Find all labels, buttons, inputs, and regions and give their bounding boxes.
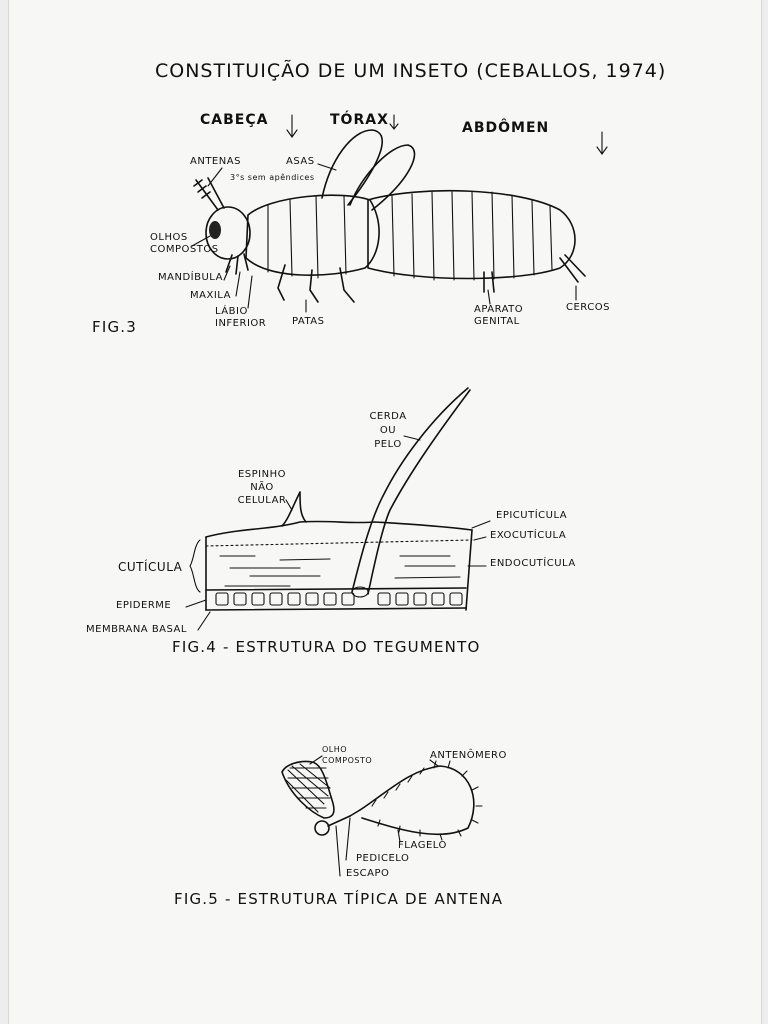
- fig5-caption: FIG.5 - ESTRUTURA TÍPICA DE ANTENA: [174, 890, 504, 908]
- wing-hind: [350, 145, 415, 210]
- label-basal-membrane: MEMBRANA BASAL: [86, 624, 187, 635]
- scape: [328, 816, 350, 826]
- label-compound-eye: OLHO COMPOSTO: [322, 745, 373, 765]
- label-wings: ASAS: [286, 156, 315, 167]
- fig3-caption: FIG.3: [92, 318, 137, 336]
- label-scape: ESCAPO: [346, 868, 390, 879]
- label-spine: ESPINHO NÃO CELULAR: [237, 469, 287, 506]
- label-genital: APARATO GENITAL: [474, 304, 524, 327]
- compound-eye-mark: [209, 221, 221, 239]
- label-legs: PATAS: [292, 316, 325, 327]
- cuticle-bracket: [190, 540, 200, 592]
- fig3-arrows: [192, 115, 607, 312]
- label-mandible: MANDÍBULA: [158, 272, 223, 283]
- region-thorax-label: TÓRAX: [330, 112, 389, 128]
- label-endocuticle: ENDOCUTÍCULA: [490, 558, 576, 569]
- scape-base: [315, 821, 329, 835]
- epidermis-cells: [216, 593, 462, 605]
- region-head-label: CABEÇA: [200, 112, 269, 128]
- fig4-caption: FIG.4 - ESTRUTURA DO TEGUMENTO: [172, 638, 481, 656]
- insect-drawing: [194, 130, 585, 302]
- label-epidermis: EPIDERME: [116, 600, 172, 611]
- tegument-drawing: [190, 388, 472, 610]
- label-antennae: ANTENAS: [190, 156, 241, 167]
- label-compound-eyes: OLHOS COMPOSTOS: [150, 232, 219, 255]
- label-cerci: CERCOS: [566, 302, 610, 313]
- label-flagellum: FLAGELO: [398, 840, 447, 851]
- insect-thorax: [246, 195, 379, 275]
- pedicel: [350, 810, 360, 816]
- epicuticle-surface: [206, 521, 472, 537]
- antenna-drawing: [282, 761, 482, 840]
- label-cuticle: CUTÍCULA: [118, 560, 183, 574]
- label-maxilla: MAXILA: [190, 290, 231, 301]
- label-antennomere: ANTENÔMERO: [430, 750, 507, 761]
- label-exocuticle: EXOCUTÍCULA: [490, 530, 567, 541]
- insect-abdomen: [368, 191, 575, 279]
- label-epicuticle: EPICUTÍCULA: [496, 510, 568, 521]
- region-abdomen-label: ABDÔMEN: [462, 120, 550, 136]
- endocuticle-layer: [220, 556, 460, 586]
- page-title: CONSTITUIÇÃO DE UM INSETO (CEBALLOS, 1974): [155, 60, 667, 82]
- label-lower-lip: LÁBIO INFERIOR: [215, 306, 267, 329]
- flagellum: [360, 766, 474, 834]
- label-seta: CERDA OU PELO: [369, 411, 407, 450]
- exocuticle-layer: [206, 540, 472, 546]
- label-no-appendages: 3°s sem apêndices: [230, 173, 315, 182]
- label-pedicel: PEDICELO: [356, 853, 410, 864]
